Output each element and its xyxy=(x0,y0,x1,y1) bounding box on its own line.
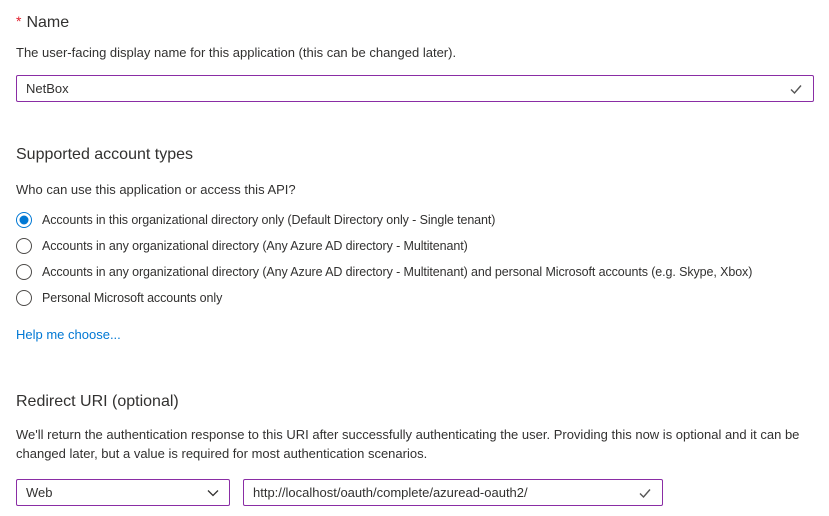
radio-label: Accounts in any organizational directory (Any Azure AD directory - Multitenant) and personal Microsoft accounts (e.g. Skype, Xbox) xyxy=(42,265,753,279)
redirect-uri-input-wrapper xyxy=(243,479,663,506)
name-input-wrapper xyxy=(16,75,814,102)
radio-button-icon[interactable] xyxy=(16,264,32,280)
help-me-choose-link[interactable]: Help me choose... xyxy=(16,327,121,342)
platform-selected-value: Web xyxy=(26,485,53,500)
platform-select[interactable] xyxy=(16,479,230,506)
supported-account-types-title: Supported account types xyxy=(16,146,194,163)
radio-button-icon[interactable] xyxy=(16,290,32,306)
radio-multitenant[interactable] xyxy=(16,233,814,259)
account-type-radio-group xyxy=(16,207,814,311)
radio-button-icon[interactable] xyxy=(16,212,32,228)
name-label-text: Name xyxy=(26,14,70,31)
name-field-description: The user-facing display name for this application (this can be changed later). xyxy=(16,45,457,60)
redirect-uri-row xyxy=(16,479,814,506)
name-input[interactable] xyxy=(16,75,814,102)
radio-single-tenant[interactable] xyxy=(16,207,814,233)
redirect-uri-description: We'll return the authentication response to this URI after successfully authenticating the user. Providing this now is optional and it can be changed later, but a value is required for most authentication scenarios. xyxy=(16,427,800,461)
radio-label: Personal Microsoft accounts only xyxy=(42,291,223,305)
name-field-label xyxy=(16,11,814,33)
required-asterisk: * xyxy=(16,13,22,29)
chevron-down-icon xyxy=(206,486,220,500)
redirect-uri-input[interactable] xyxy=(243,479,663,506)
radio-label: Accounts in this organizational directory only (Default Directory only - Single tenant) xyxy=(42,213,496,227)
radio-button-icon[interactable] xyxy=(16,238,32,254)
account-types-question: Who can use this application or access this API? xyxy=(16,182,296,197)
radio-multitenant-personal[interactable] xyxy=(16,259,814,285)
radio-personal-only[interactable] xyxy=(16,285,814,311)
redirect-uri-title: Redirect URI (optional) xyxy=(16,393,179,410)
radio-label: Accounts in any organizational directory (Any Azure AD directory - Multitenant) xyxy=(42,239,468,253)
